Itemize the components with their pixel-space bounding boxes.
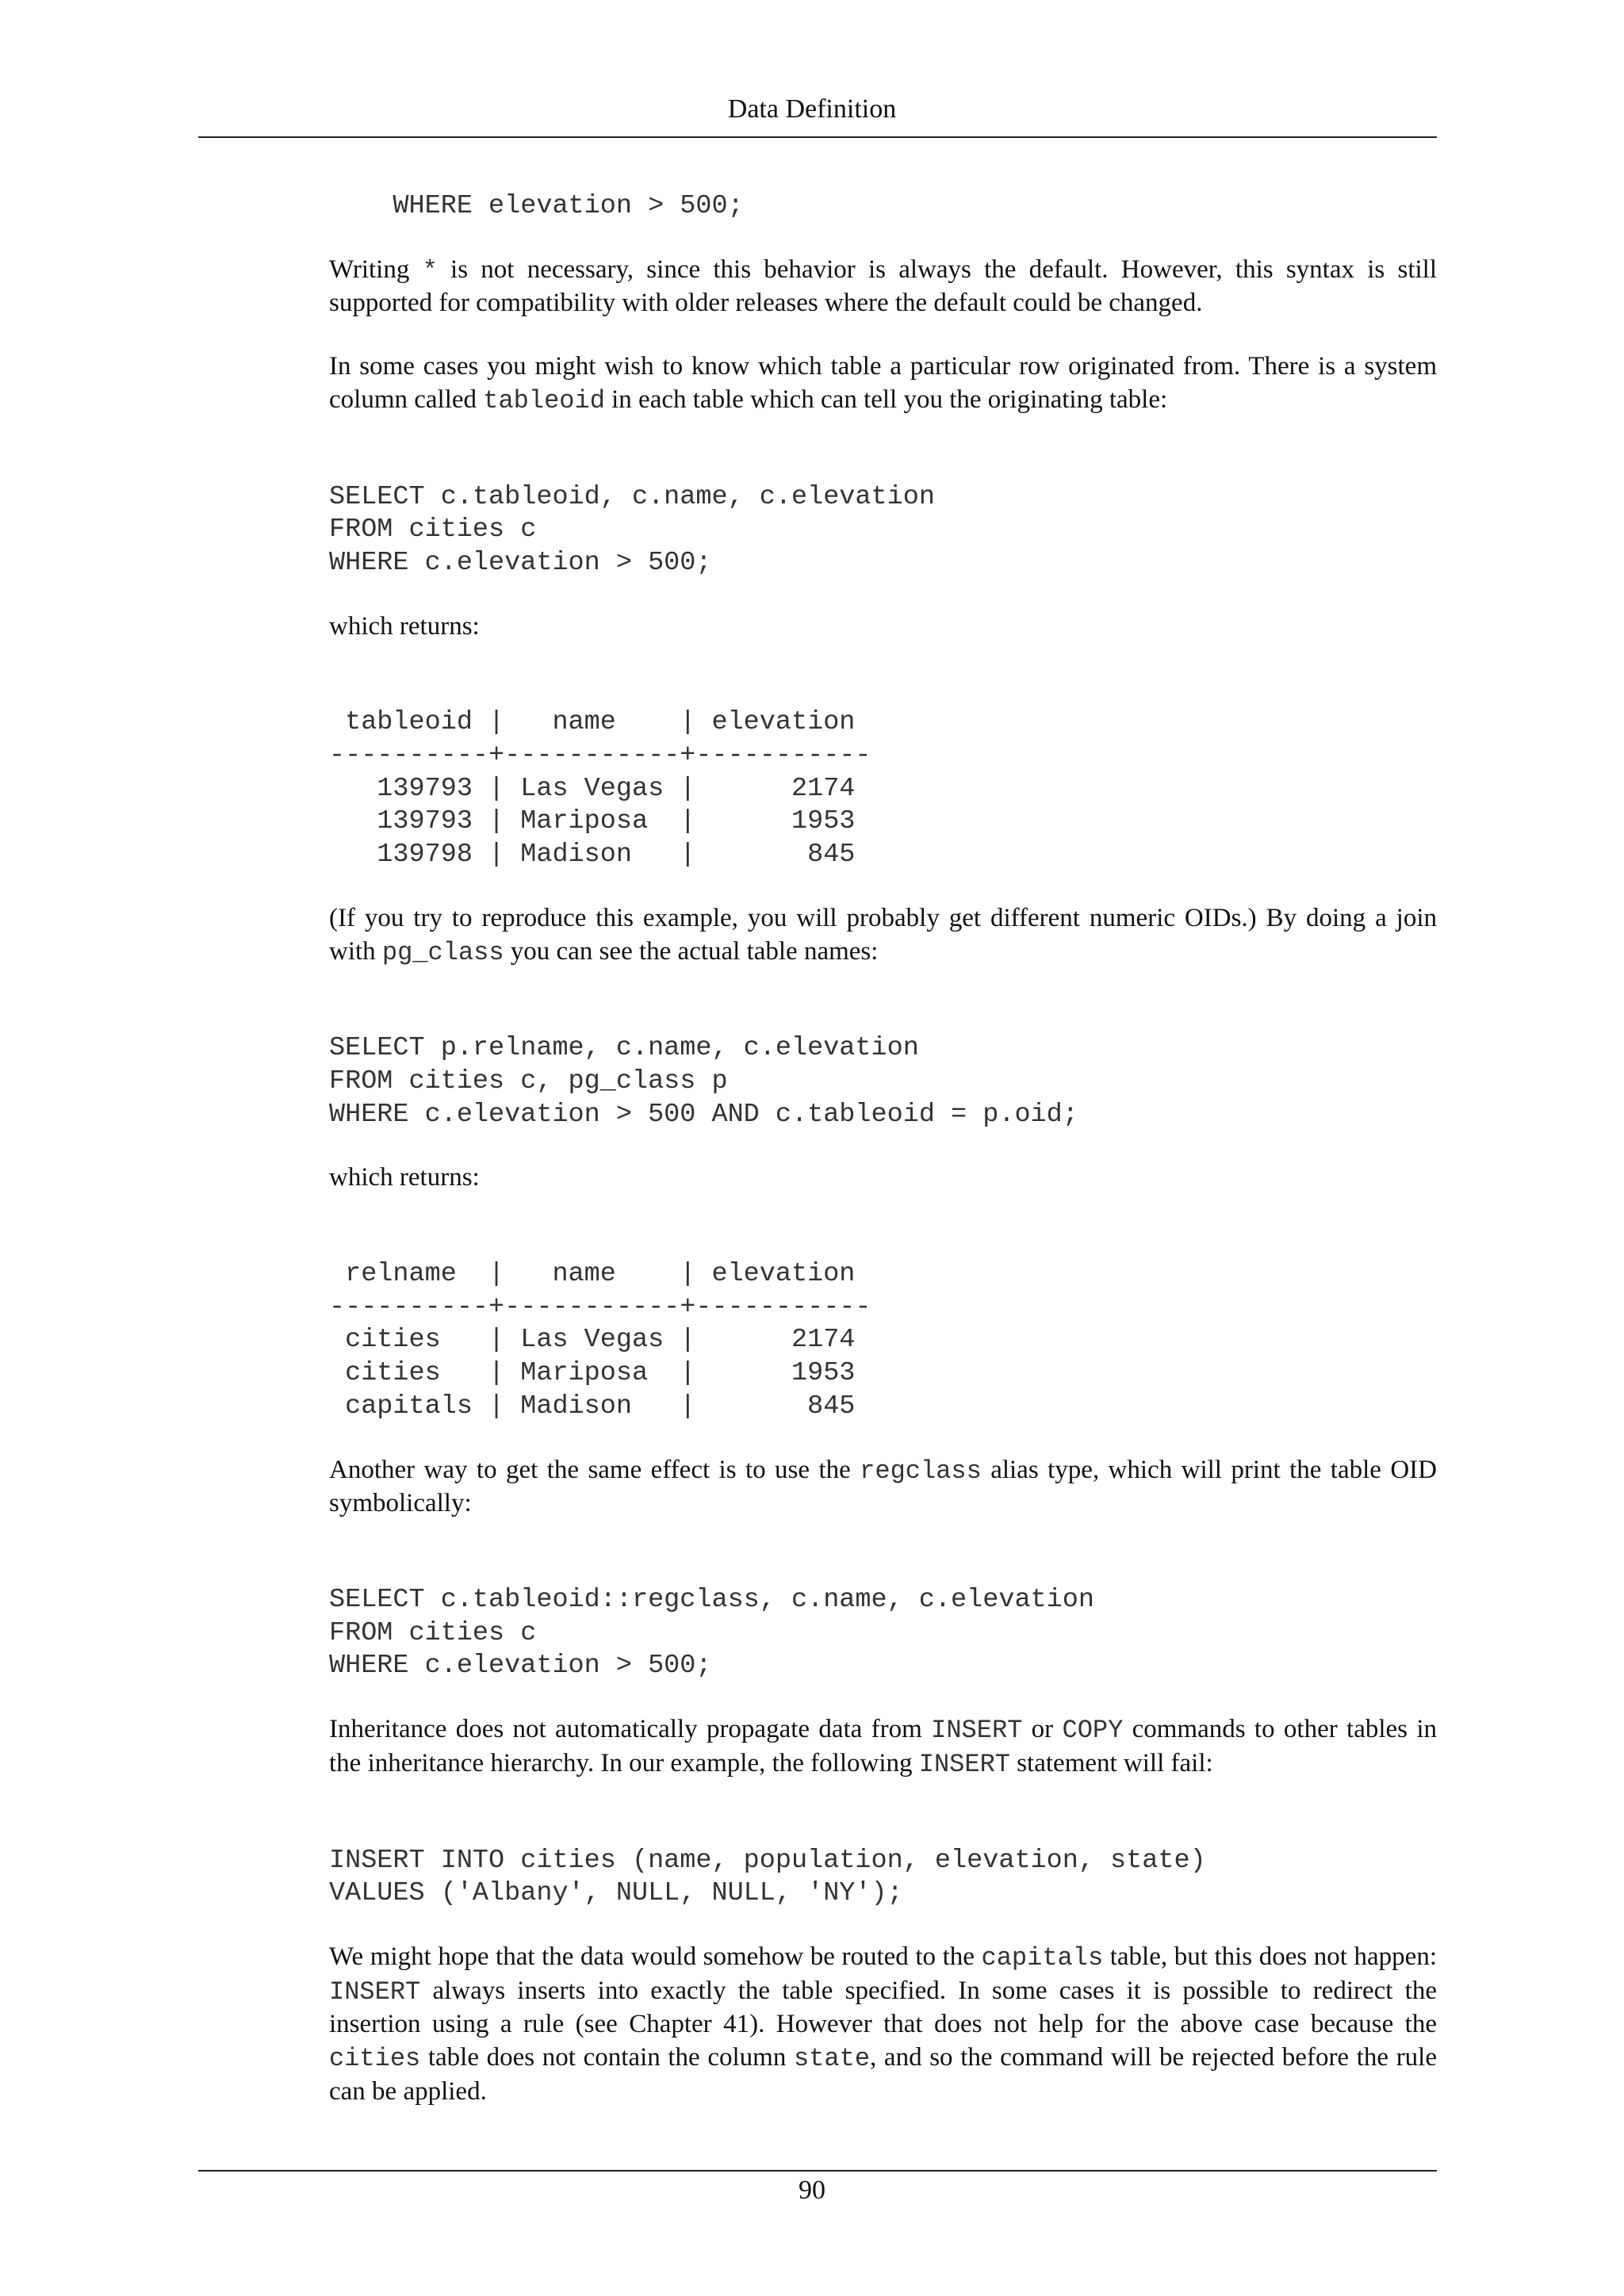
paragraph: which returns:: [329, 1163, 480, 1192]
text-run: you can see the actual table names:: [504, 936, 879, 966]
inline-code: *: [422, 255, 438, 285]
inline-code: tableoid: [483, 385, 605, 415]
text-run: alias type, which will print the table OID symbolically:: [329, 1455, 1437, 1518]
code-block: WHERE elevation > 500;: [329, 191, 744, 221]
text-run: is not necessary, since this behavior is always the default. However, this syntax is still supported for compatibility with older releases where the default could be changed.: [329, 254, 1437, 318]
text-run: or: [1022, 1715, 1063, 1744]
text-run: commands to other tables in the inheritance hierarchy. In our example, the following: [329, 1715, 1437, 1777]
code-block: tableoid | name | elevation ----------+-----------+----------- 139793 | Las Vegas | 2174 139793 | Mariposa | 1953 139798 | Madison | 845: [329, 707, 871, 871]
code-block: SELECT c.tableoid::regclass, c.name, c.elevation FROM cities c WHERE c.elevation > 500;: [329, 1584, 1094, 1682]
code-block: INSERT INTO cities (name, population, elevation, state) VALUES ('Albany', NULL, NULL, 'NY');: [329, 1845, 1206, 1909]
page-body: [329, 190, 1437, 2108]
text-run: , and so the command will be rejected before the rule can be applied.: [329, 2043, 1437, 2106]
inline-code: state: [794, 2044, 871, 2074]
paragraph: [329, 902, 1437, 969]
header-rule: [198, 136, 1437, 138]
code-block: SELECT p.relname, c.name, c.elevation FROM cities c, pg_class p WHERE c.elevation > 500 AND c.tableoid = p.oid;: [329, 1033, 1078, 1130]
paragraph: [329, 1454, 1437, 1521]
paragraph: [329, 1941, 1437, 2109]
text-run: statement will fail:: [1009, 1748, 1213, 1777]
text-run: We might hope that the data would somehow be routed to the: [329, 1942, 982, 1971]
text-run: Another way to get the same effect is to use the: [329, 1455, 860, 1484]
text-run: always inserts into exactly the table specified. In some cases it is possible to redirect the insertion using a rule (see Chapter 41). However that does not help for the above case because the: [329, 1976, 1437, 2039]
text-run: in each table which can tell you the originating table:: [604, 385, 1168, 414]
text-run: Inheritance does not automatically propagate data from: [329, 1715, 932, 1744]
text-run: table, but this does not happen:: [1103, 1942, 1437, 1971]
footer-rule: [198, 2170, 1437, 2172]
paragraph: [329, 1713, 1437, 1781]
inline-code: capitals: [981, 1942, 1104, 1973]
code-block: relname | name | elevation ----------+-----------+----------- cities | Las Vegas | 2174 cities | Mariposa | 1953 capitals | Madison | 845: [329, 1259, 871, 1422]
inline-code: INSERT: [918, 1749, 1010, 1779]
inline-code: cities: [329, 2044, 421, 2074]
page-number: 90: [799, 2175, 825, 2205]
inline-code: regclass: [860, 1456, 982, 1486]
running-header: Data Definition: [727, 94, 897, 124]
inline-code: INSERT: [329, 1976, 421, 2007]
text-run: table does not contain the column: [420, 2043, 794, 2072]
inline-code: COPY: [1062, 1716, 1124, 1746]
inline-code: pg_class: [381, 937, 504, 967]
text-run: (If you try to reproduce this example, you will probably get different numeric OIDs.) By doing a join with: [329, 903, 1437, 966]
text-run: In some cases you might wish to know which table a particular row originated from. There is a system column called: [329, 352, 1437, 414]
code-block: SELECT c.tableoid, c.name, c.elevation FROM cities c WHERE c.elevation > 500;: [329, 481, 935, 578]
paragraph: [329, 350, 1437, 417]
inline-code: INSERT: [931, 1716, 1023, 1746]
paragraph: which returns:: [329, 611, 480, 641]
text-run: Writing: [329, 254, 423, 284]
paragraph: [329, 254, 1437, 320]
